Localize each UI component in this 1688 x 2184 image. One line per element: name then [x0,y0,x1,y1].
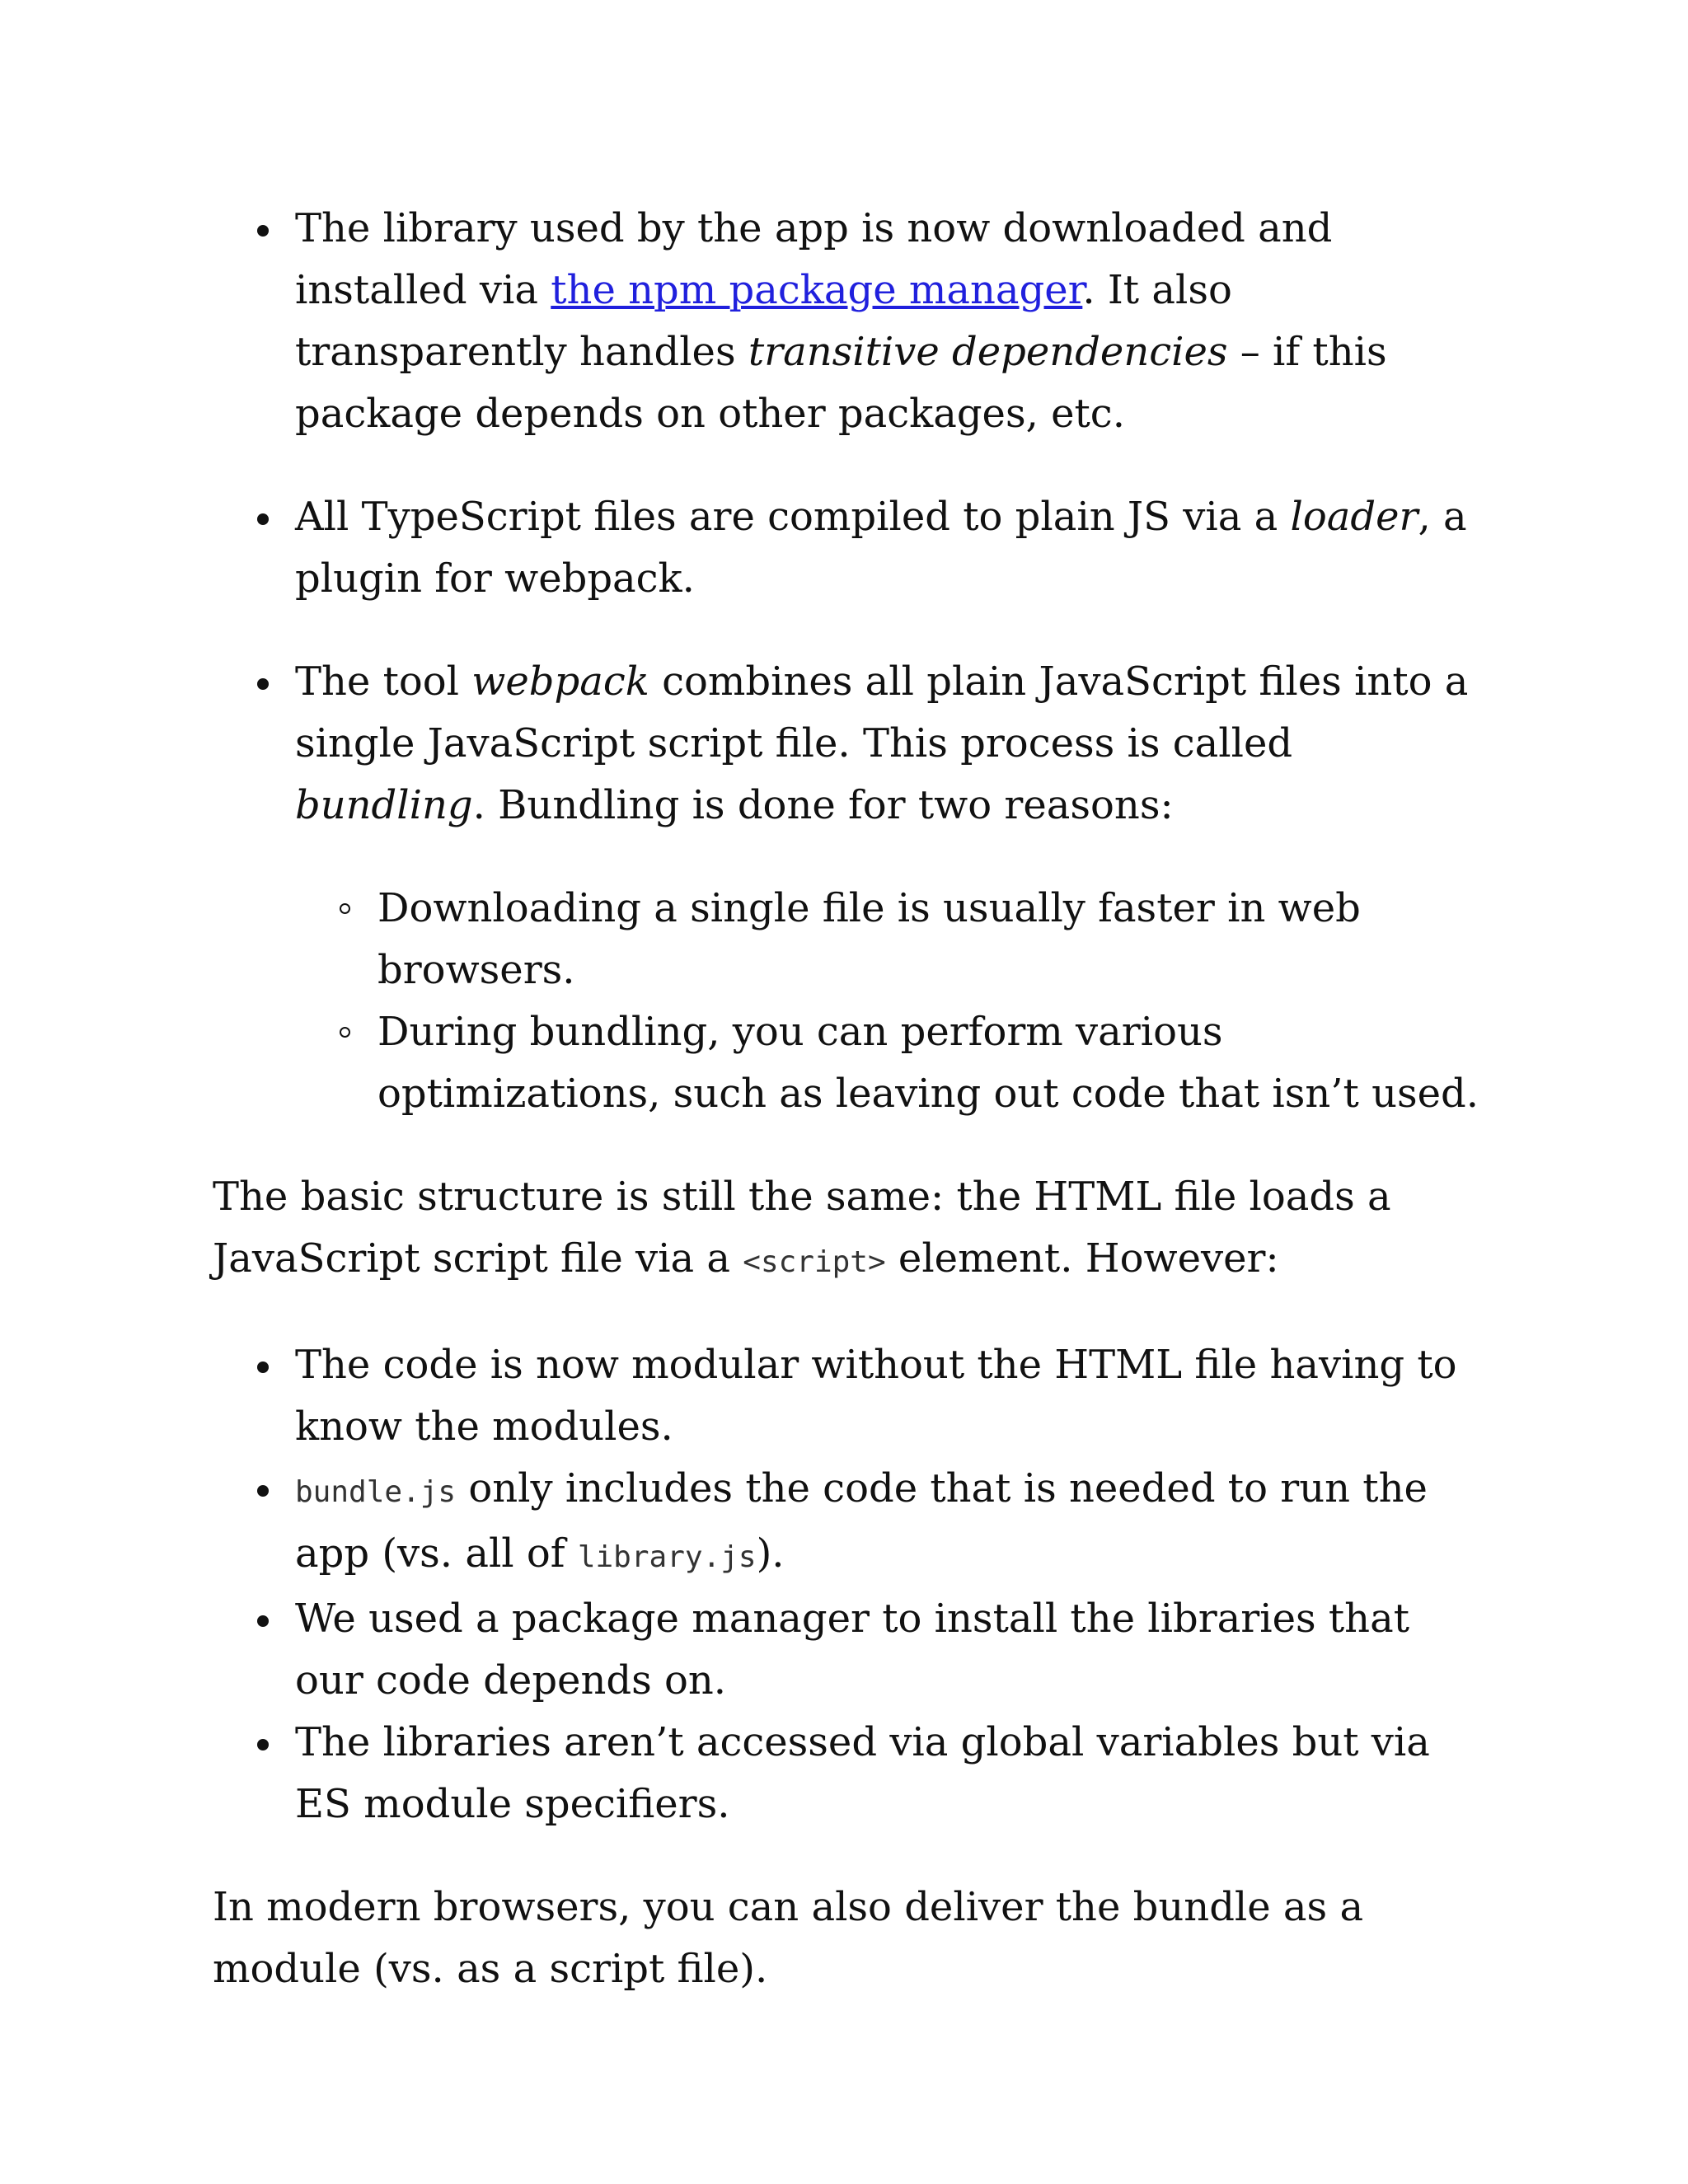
bullet-disc-icon [257,1615,269,1627]
item-text: combines all plain JavaScript files into a single JavaScript script file. This process is called [295,658,1469,766]
item-emphasis: bundling [295,782,473,828]
bullet-disc-icon [257,225,269,237]
list-item [213,1334,1482,1458]
item-emphasis: webpack [471,658,649,705]
item-emphasis: transitive dependencies [748,329,1228,375]
bullet-circle-icon [340,903,350,914]
inline-code: library.js [577,1540,757,1574]
paragraph-text: element. However: [885,1235,1279,1282]
item-text: . It also transparently handles [295,267,1232,375]
item-text: , a plugin for webpack. [295,494,1467,602]
item-text: . Bundling is done for two reasons: [472,782,1174,828]
item-text: The library used by the app is now downloaded and installed via [295,205,1333,313]
list-item [213,651,1482,1125]
item-text: The tool [295,658,472,705]
sub-item-text: Downloading a single file is usually faster in web browsers. [377,885,1361,993]
item-text: only includes the code that is needed to run the app (vs. all of [295,1465,1428,1577]
bottom-bullet-list [213,1334,1482,1835]
list-item [213,1712,1482,1835]
list-item [213,1458,1482,1588]
list-item [213,198,1482,445]
top-bullet-list [213,198,1482,1125]
item-text: The code is now modular without the HTML file having to know the modules. [295,1342,1457,1450]
sub-item-text: During bundling, you can perform various optimizations, such as leaving out code that isn’t used. [377,1009,1479,1117]
npm-package-manager-link[interactable]: the npm package manager [551,267,1083,313]
paragraph-text: In modern browsers, you can also deliver the bundle as a module (vs. as a script file). [213,1884,1364,1992]
item-text: All TypeScript files are compiled to plain JS via a [295,494,1291,540]
paragraph [213,1166,1482,1293]
bullet-disc-icon [257,1361,269,1373]
item-text: We used a package manager to install the libraries that our code depends on. [295,1596,1409,1704]
item-text: – if this package depends on other packages, etc. [295,329,1387,437]
bullet-circle-icon [340,1027,350,1038]
bullet-disc-icon [257,1739,269,1750]
bullet-disc-icon [257,1485,269,1497]
item-text: ). [756,1530,785,1577]
item-text: The libraries aren’t accessed via global variables but via ES module specifiers. [295,1719,1430,1827]
inline-code: bundle.js [295,1475,457,1509]
bullet-disc-icon [257,513,269,525]
list-item [213,486,1482,610]
paragraph-text: The basic structure is still the same: the HTML file loads a JavaScript script file via a [213,1174,1391,1282]
nested-bullet-list [295,878,1482,1125]
item-emphasis: loader [1290,494,1418,540]
sub-list-item [295,878,1482,1001]
bullet-disc-icon [257,678,269,690]
paragraph [213,1877,1482,2000]
sub-list-item [295,1001,1482,1125]
inline-code: <script> [743,1245,886,1279]
list-item [213,1588,1482,1712]
article-content [213,198,1482,2000]
